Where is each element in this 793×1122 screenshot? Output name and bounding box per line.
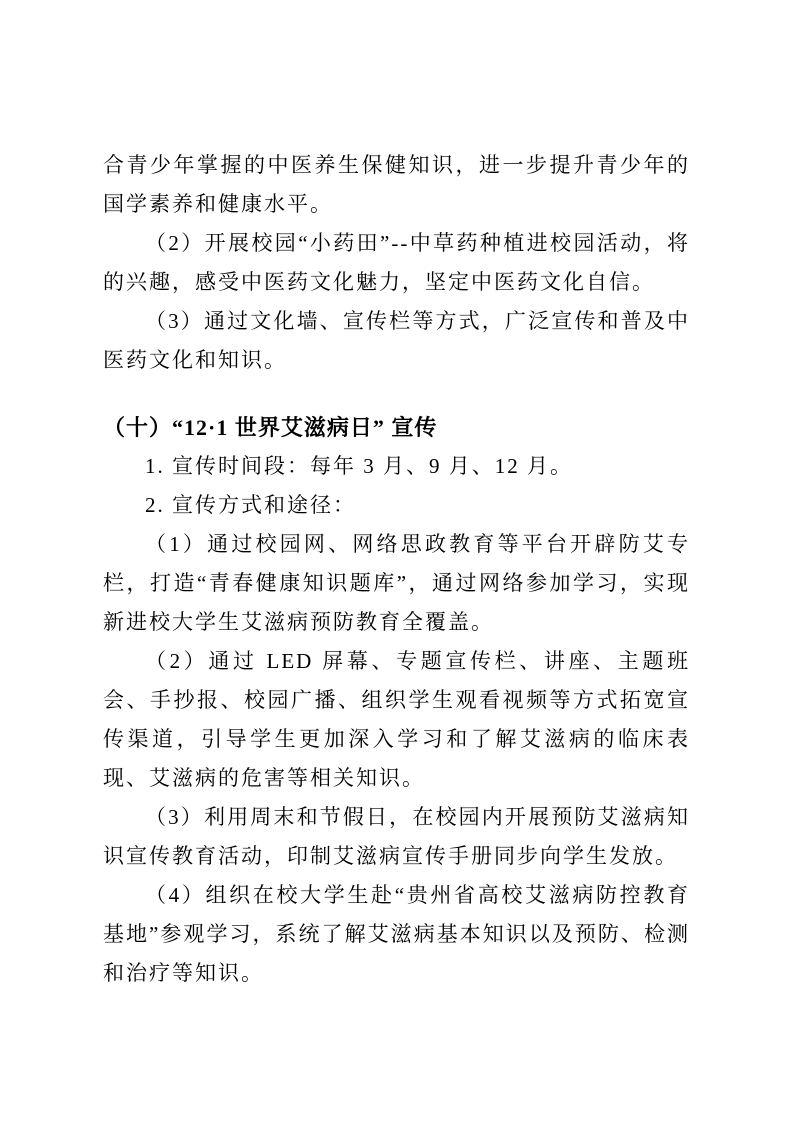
- paragraph-item-3-culture-wall: （3）通过文化墙、宣传栏等方式，广泛宣传和普及中医药文化和知识。: [103, 309, 690, 372]
- paragraph-item-2-herb-garden: （2）开展校园“小药田”--中草药种植进校园活动，将的兴趣，感受中医药文化魅力，坚定中医药文化自信。: [103, 231, 690, 294]
- paragraph-tcm-knowledge-continuation: 合青少年掌握的中医养生保健知识，进一步提升青少年的国学素养和健康水平。: [103, 153, 690, 216]
- paragraph-campaign-period: 1. 宣传时间段：每年 3 月、9 月、12 月。: [145, 454, 573, 478]
- paragraph-method-3-weekend-events: （3）利用周末和节假日，在校园内开展预防艾滋病知识宣传教育活动，印制艾滋病宣传手册同步向学生发放。: [103, 805, 690, 868]
- section-heading-world-aids-day: （十）“12·1 世界艾滋病日” 宣传: [103, 415, 438, 440]
- paragraph-method-1-online-column: （1）通过校园网、网络思政教育等平台开辟防艾专栏，打造“青春健康知识题库”，通过网络参加学习，实现新进校大学生艾滋病预防教育全覆盖。: [103, 532, 690, 634]
- paragraph-method-4-base-visit: （4）组织在校大学生赴“贵州省高校艾滋病防控教育基地”参观学习，系统了解艾滋病基本知识以及预防、检测和治疗等知识。: [103, 883, 690, 985]
- paragraph-method-2-led-channels: （2）通过 LED 屏幕、专题宣传栏、讲座、主题班会、手抄报、校园广播、组织学生观看视频等方式拓宽宣传渠道，引导学生更加深入学习和了解艾滋病的临床表现、艾滋病的危害等相关知识。: [103, 649, 690, 790]
- paragraph-campaign-methods-label: 2. 宣传方式和途径：: [145, 493, 356, 517]
